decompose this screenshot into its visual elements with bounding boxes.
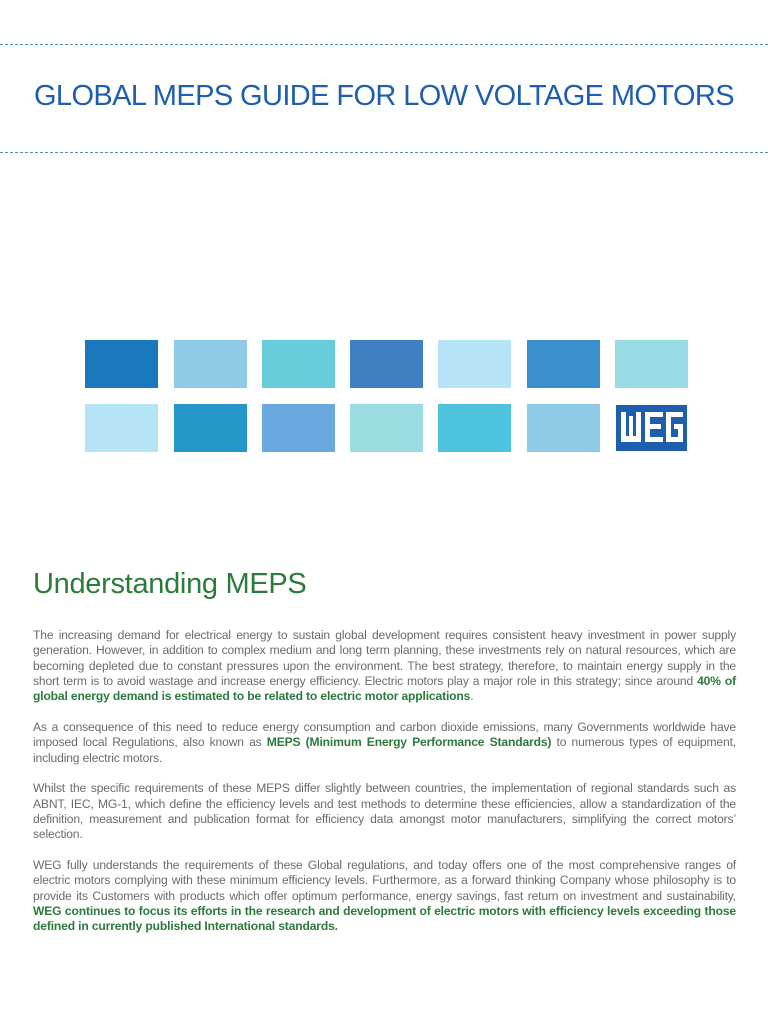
section-heading: Understanding MEPS	[33, 568, 307, 600]
paragraph	[33, 858, 736, 934]
color-tile	[438, 340, 511, 388]
paragraph	[33, 628, 736, 704]
color-tile	[262, 340, 335, 388]
color-tile	[615, 340, 688, 388]
color-tile	[85, 340, 158, 388]
color-tile	[262, 404, 335, 452]
color-tile	[527, 404, 600, 452]
paragraph-text: WEG fully understands the requirements of these Global regulations, and today offers one of the most comprehensive ranges of electric motors complying with these minimum efficiency levels. Furthermore, as a forward thinking Company whose philosophy is to provide its Customers with products which offer optimum performance, energy savings, fast return on investment and sustainability,	[33, 858, 736, 903]
color-tile	[350, 340, 423, 388]
color-tile	[174, 340, 247, 388]
paragraph: Whilst the specific requirements of these MEPS differ slightly between countries, the implementation of regional standards such as ABNT, IEC, MG-1, which define the efficiency levels and test methods to determine these efficiencies, allow a standardization of the definition, measurement and publication format for efficiency data amongst motor manufacturers, simplifying the correct motors’ selection.	[33, 781, 736, 842]
paragraph	[33, 720, 736, 766]
paragraph-text: As a consequence of this need to reduce energy consumption and carbon dioxide emissions, many Governments worldwide have imposed local Regulations, also known as	[33, 719, 736, 750]
body-text	[33, 628, 736, 950]
color-tile	[85, 404, 158, 452]
highlight-text: MEPS (Minimum Energy Performance Standards)	[266, 735, 552, 750]
bottom-dashed-rule	[0, 152, 768, 153]
weg-logo	[615, 404, 688, 452]
paragraph-text: to numerous types of equipment, including electric motors.	[33, 735, 736, 765]
color-tile	[350, 404, 423, 452]
weg-logo-mark	[615, 404, 688, 452]
highlight-text: WEG continues to focus its efforts in the research and development of electric motors with efficiency levels exceeding those defined in currently published International standards.	[33, 903, 736, 934]
page-title: GLOBAL MEPS GUIDE FOR LOW VOLTAGE MOTORS	[33, 80, 735, 112]
highlight-text: 40% of global energy demand is estimated to be related to electric motor applications	[33, 673, 736, 704]
paragraph-text: .	[470, 689, 474, 704]
color-tile	[438, 404, 511, 452]
top-dashed-rule	[0, 44, 768, 45]
color-tile	[527, 340, 600, 388]
paragraph-text: The increasing demand for electrical energy to sustain global development requires consistent heavy investment in power supply generation. However, in addition to complex medium and long term planning, these investments rely on natural resources, which are becoming depleted due to constant pressures upon the environment. The best strategy, therefore, to maintain energy supply in the short term is to avoid wastage and increase energy efficiency. Electric motors play a major role in this strategy; since around	[33, 628, 736, 688]
color-tile	[174, 404, 247, 452]
